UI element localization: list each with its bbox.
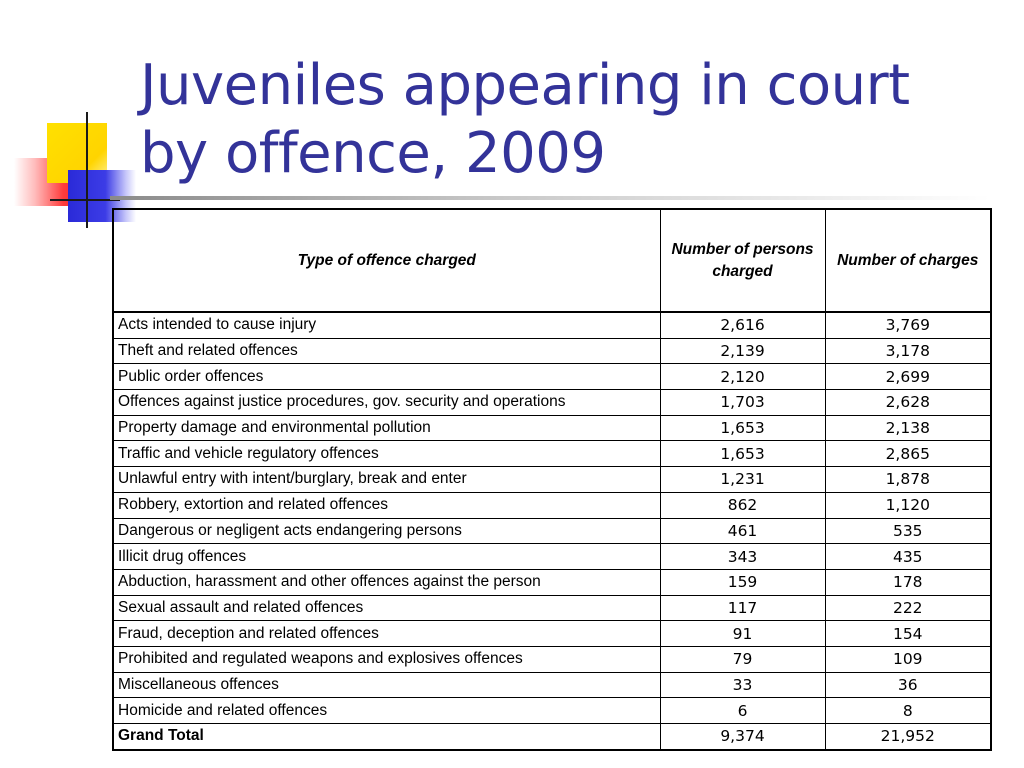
slide-title-line-2: by offence, 2009 bbox=[140, 121, 606, 186]
persons-charged-cell: 91 bbox=[660, 621, 825, 647]
slide-title bbox=[140, 52, 1000, 188]
grand-total-label: Grand Total bbox=[113, 724, 660, 750]
charges-cell: 2,865 bbox=[825, 441, 991, 467]
offence-type-cell: Unlawful entry with intent/burglary, break and enter bbox=[113, 467, 660, 493]
persons-charged-cell: 2,120 bbox=[660, 364, 825, 390]
persons-charged-cell: 343 bbox=[660, 544, 825, 570]
persons-charged-cell: 862 bbox=[660, 492, 825, 518]
offence-type-cell: Public order offences bbox=[113, 364, 660, 390]
table-row bbox=[113, 312, 991, 338]
charges-cell: 1,120 bbox=[825, 492, 991, 518]
persons-charged-cell: 159 bbox=[660, 569, 825, 595]
charges-cell: 36 bbox=[825, 672, 991, 698]
offence-type-cell: Prohibited and regulated weapons and explosives offences bbox=[113, 646, 660, 672]
offence-type-cell: Theft and related offences bbox=[113, 338, 660, 364]
table-row bbox=[113, 544, 991, 570]
table-row bbox=[113, 621, 991, 647]
table-row bbox=[113, 672, 991, 698]
offence-type-cell: Acts intended to cause injury bbox=[113, 312, 660, 338]
charges-cell: 222 bbox=[825, 595, 991, 621]
table-row bbox=[113, 569, 991, 595]
charges-cell: 2,699 bbox=[825, 364, 991, 390]
table-header-row bbox=[113, 209, 991, 312]
offence-type-cell: Illicit drug offences bbox=[113, 544, 660, 570]
table-row bbox=[113, 646, 991, 672]
persons-charged-cell: 33 bbox=[660, 672, 825, 698]
grand-total-row bbox=[113, 724, 991, 750]
persons-charged-cell: 1,653 bbox=[660, 415, 825, 441]
charges-cell: 3,769 bbox=[825, 312, 991, 338]
offence-type-cell: Miscellaneous offences bbox=[113, 672, 660, 698]
grand-total-persons: 9,374 bbox=[660, 724, 825, 750]
table-row bbox=[113, 492, 991, 518]
offence-type-cell: Sexual assault and related offences bbox=[113, 595, 660, 621]
persons-charged-cell: 1,703 bbox=[660, 390, 825, 416]
grand-total-charges: 21,952 bbox=[825, 724, 991, 750]
table-row bbox=[113, 390, 991, 416]
charges-cell: 535 bbox=[825, 518, 991, 544]
table-row bbox=[113, 441, 991, 467]
persons-charged-cell: 6 bbox=[660, 698, 825, 724]
table-row bbox=[113, 698, 991, 724]
table-row bbox=[113, 364, 991, 390]
offence-type-cell: Robbery, extortion and related offences bbox=[113, 492, 660, 518]
header-persons-charged: Number of persons charged bbox=[660, 209, 825, 312]
header-number-of-charges: Number of charges bbox=[825, 209, 991, 312]
offence-type-cell: Homicide and related offences bbox=[113, 698, 660, 724]
table-row bbox=[113, 415, 991, 441]
persons-charged-cell: 461 bbox=[660, 518, 825, 544]
decorative-vertical-line bbox=[86, 112, 88, 228]
charges-cell: 8 bbox=[825, 698, 991, 724]
header-offence-type: Type of offence charged bbox=[113, 209, 660, 312]
offence-type-cell: Abduction, harassment and other offences against the person bbox=[113, 569, 660, 595]
persons-charged-cell: 1,231 bbox=[660, 467, 825, 493]
offence-type-cell: Traffic and vehicle regulatory offences bbox=[113, 441, 660, 467]
offence-table bbox=[112, 208, 992, 751]
charges-cell: 2,628 bbox=[825, 390, 991, 416]
table-body bbox=[113, 312, 991, 750]
charges-cell: 3,178 bbox=[825, 338, 991, 364]
charges-cell: 154 bbox=[825, 621, 991, 647]
charges-cell: 2,138 bbox=[825, 415, 991, 441]
charges-cell: 435 bbox=[825, 544, 991, 570]
offence-type-cell: Fraud, deception and related offences bbox=[113, 621, 660, 647]
slide-title-line-1: Juveniles appearing in court bbox=[140, 53, 910, 118]
charges-cell: 178 bbox=[825, 569, 991, 595]
offence-type-cell: Offences against justice procedures, gov. security and operations bbox=[113, 390, 660, 416]
table-row bbox=[113, 338, 991, 364]
charges-cell: 1,878 bbox=[825, 467, 991, 493]
offence-type-cell: Property damage and environmental pollution bbox=[113, 415, 660, 441]
table-row bbox=[113, 595, 991, 621]
persons-charged-cell: 79 bbox=[660, 646, 825, 672]
persons-charged-cell: 2,139 bbox=[660, 338, 825, 364]
offence-type-cell: Dangerous or negligent acts endangering persons bbox=[113, 518, 660, 544]
persons-charged-cell: 117 bbox=[660, 595, 825, 621]
persons-charged-cell: 1,653 bbox=[660, 441, 825, 467]
title-underline bbox=[110, 196, 990, 200]
table-row bbox=[113, 518, 991, 544]
table-row bbox=[113, 467, 991, 493]
persons-charged-cell: 2,616 bbox=[660, 312, 825, 338]
charges-cell: 109 bbox=[825, 646, 991, 672]
